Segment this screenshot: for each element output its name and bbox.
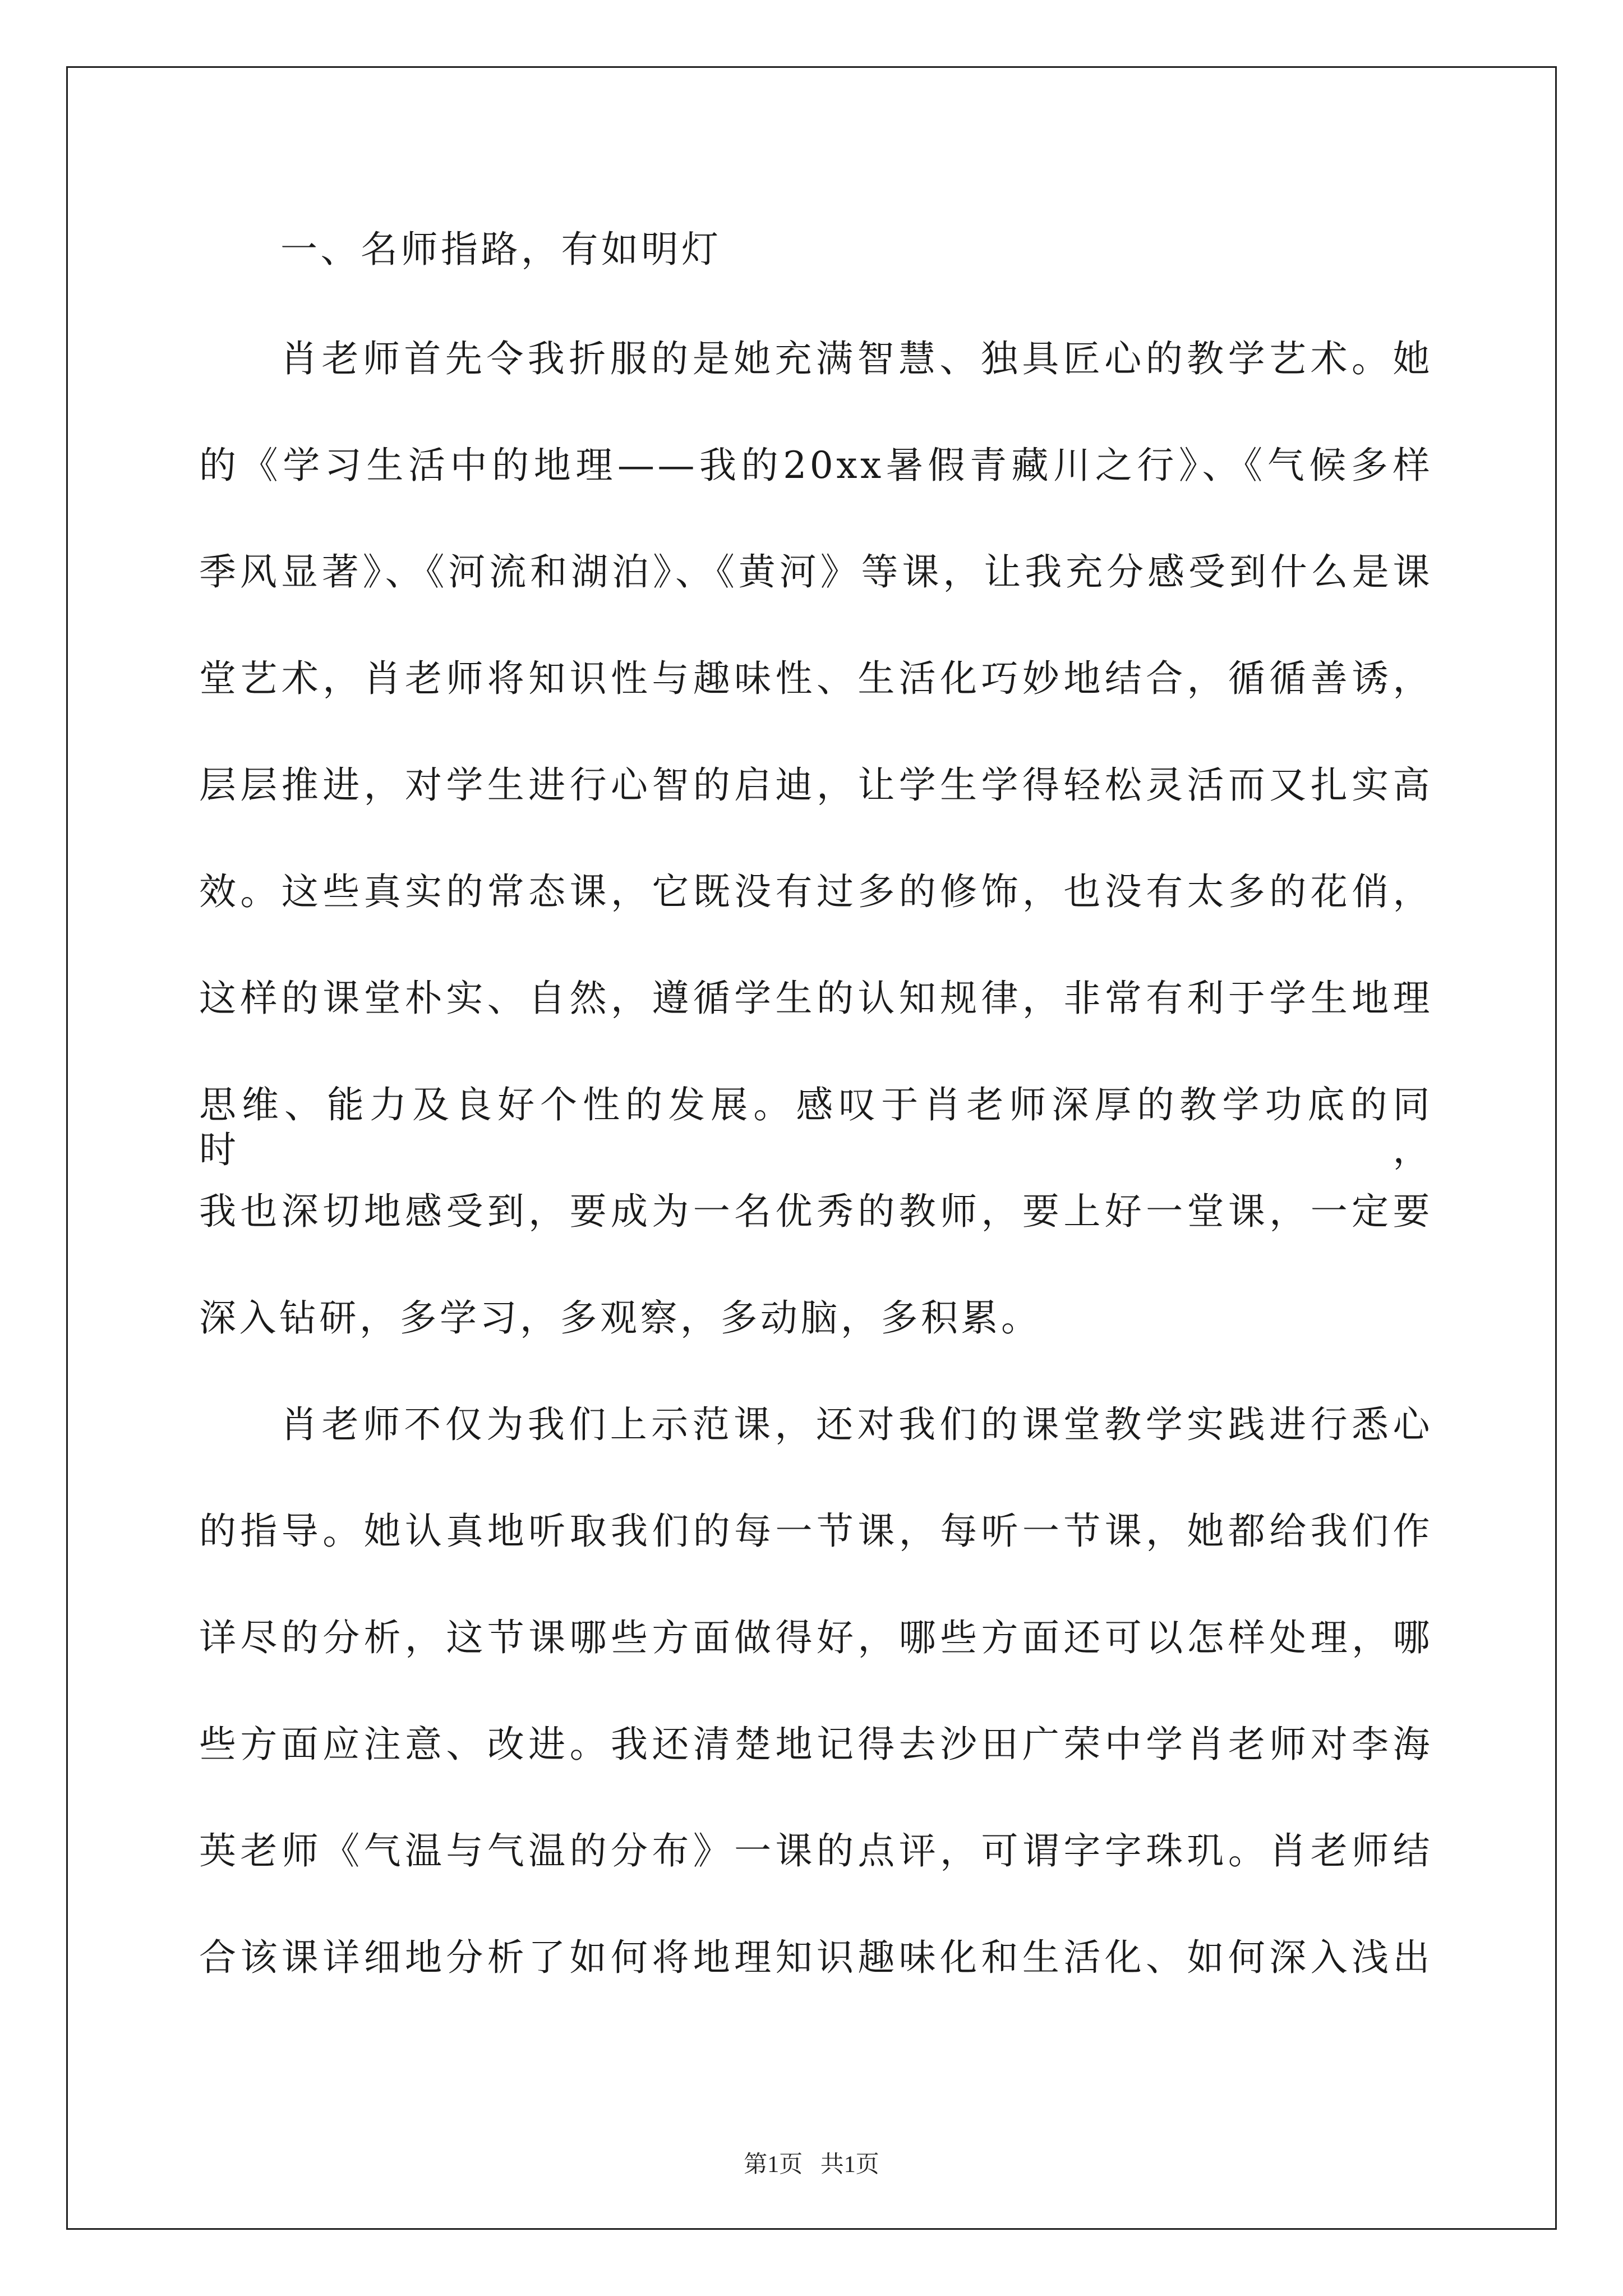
- paragraph-line: 季风显著》、《河流和湖泊》、《黄河》等课，让我充分感受到什么是课: [199, 550, 1433, 593]
- paragraph-line: 肖老师不仅为我们上示范课，还对我们的课堂教学实践进行悉心: [280, 1403, 1433, 1446]
- section-heading: 一、名师指路，有如明灯: [280, 228, 722, 271]
- paragraph-line: 效。这些真实的常态课，它既没有过多的修饰，也没有太多的花俏，: [199, 870, 1433, 913]
- page-number: 第1页: [744, 2152, 803, 2178]
- paragraph-line: 肖老师首先令我折服的是她充满智慧、独具匠心的教学艺术。她: [280, 337, 1433, 380]
- page-total: 共1页: [820, 2152, 879, 2178]
- paragraph-line: 层层推进，对学生进行心智的启迪，让学生学得轻松灵活而又扎实高: [199, 763, 1433, 807]
- paragraph-line: 的《学习生活中的地理——我的20xx暑假青藏川之行》、《气候多样: [199, 444, 1433, 487]
- paragraph-line: 深入钻研，多学习，多观察，多动脑，多积累。: [199, 1296, 1041, 1340]
- paragraph-line: 我也深切地感受到，要成为一名优秀的教师，要上好一堂课，一定要: [199, 1190, 1433, 1233]
- paragraph-line: 思维、能力及良好个性的发展。感叹于肖老师深厚的教学功底的同时，: [199, 1083, 1433, 1171]
- paragraph-line: 英老师《气温与气温的分布》一课的点评，可谓字字珠玑。肖老师结: [199, 1829, 1433, 1872]
- paragraph-line: 合该课详细地分析了如何将地理知识趣味化和生活化、如何深入浅出: [199, 1936, 1433, 1979]
- paragraph-line: 的指导。她认真地听取我们的每一节课，每听一节课，她都给我们作: [199, 1510, 1433, 1553]
- page-footer: [0, 2151, 1623, 2179]
- paragraph-line: 堂艺术，肖老师将知识性与趣味性、生活化巧妙地结合，循循善诱，: [199, 657, 1433, 700]
- paragraph-line: 详尽的分析，这节课哪些方面做得好，哪些方面还可以怎样处理，哪: [199, 1616, 1433, 1659]
- paragraph-line: 这样的课堂朴实、自然，遵循学生的认知规律，非常有利于学生地理: [199, 977, 1433, 1020]
- paragraph-line: 些方面应注意、改进。我还清楚地记得去沙田广荣中学肖老师对李海: [199, 1723, 1433, 1766]
